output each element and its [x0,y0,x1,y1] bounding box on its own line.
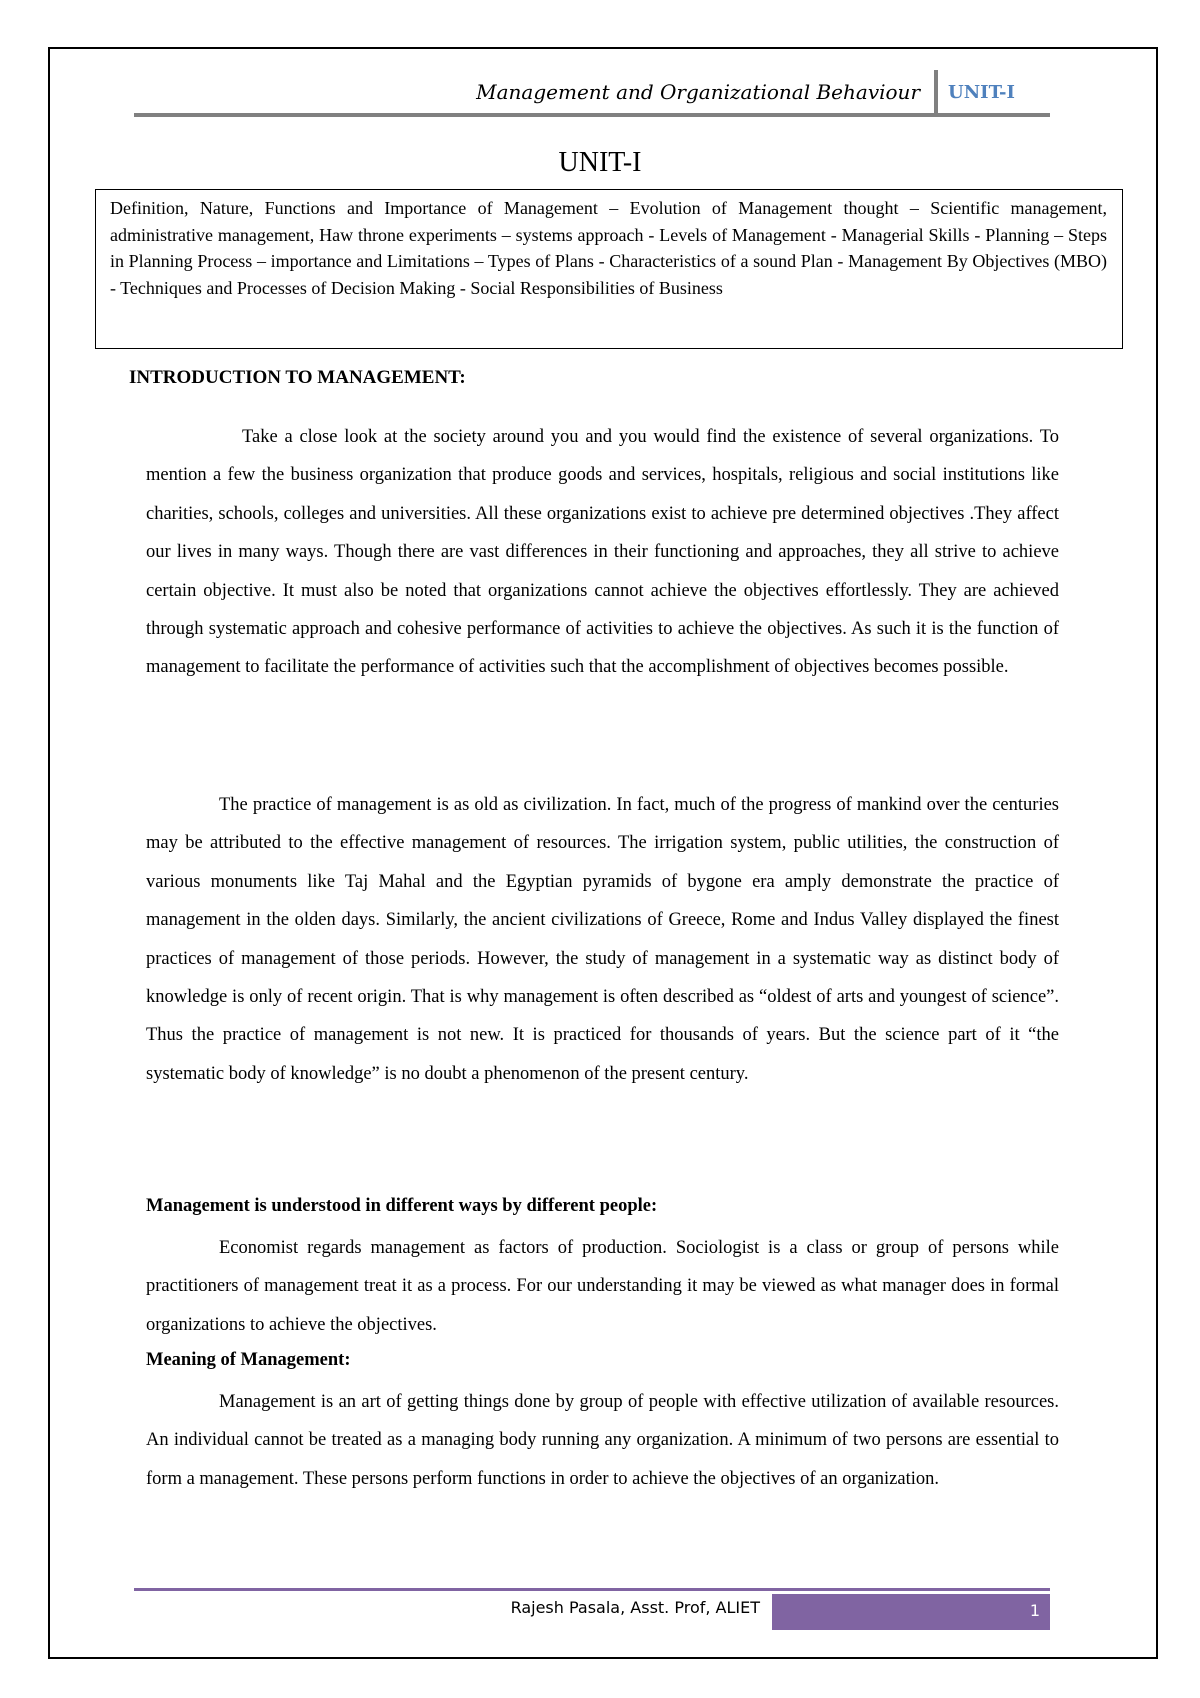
syllabus-box: Definition, Nature, Functions and Importance of Management – Evolution of Management thought – Scientific management, administrative management, Haw throne experiments – systems approach - Levels of Management - Managerial Skills - Planning – Steps in Planning Process – importance and Limitations – Types of Plans - Characteristics of a sound Plan - Management By Objectives (MBO) - Techniques and Processes of Decision Making - Social Responsibilities of Business [95,189,1123,349]
intro-paragraph-1: Take a close look at the society around you and you would find the existence of several organizations. To mention a few the business organization that produce goods and services, hospitals, religious and social institutions like charities, schools, colleges and universities. All these organizations exist to achieve pre determined objectives .They affect our lives in many ways. Though there are vast differences in their functioning and approaches, they all strive to achieve certain objective. It must also be noted that organizations cannot achieve the objectives effortlessly. They are achieved through systematic approach and cohesive performance of activities to achieve the objectives. As such it is the function of management to facilitate the performance of activities such that the accomplishment of objectives becomes possible. [146,427,1059,678]
page-number: 1 [1029,1601,1040,1620]
running-header-title: Management and Organizational Behaviour [476,80,920,104]
ways-paragraph: Economist regards management as factors of production. Sociologist is a class or group of persons while practitioners of management treat it as a process. For our understanding it may be viewed as what manager does in formal organizations to achieve the objectives. [146,1238,1059,1335]
footer-page-block [772,1594,1050,1630]
page-title: UNIT-I [558,147,642,178]
footer-rule [134,1588,1050,1591]
ways-heading: Management is understood in different ways by different people: [146,1196,658,1216]
intro-paragraph-2: The practice of management is as old as civilization. In fact, much of the progress of mankind over the centuries may be attributed to the effective management of resources. The irrigation system, public utilities, the construction of various monuments like Taj Mahal and the Egyptian pyramids of bygone era amply demonstrate the practice of management in the olden days. Similarly, the ancient civilizations of Greece, Rome and Indus Valley displayed the finest practices of management of those periods. However, the study of management in a systematic way as distinct body of knowledge is only of recent origin. That is why management is often described as “oldest of arts and youngest of science”. Thus the practice of management is not new. It is practiced for thousands of years. But the science part of it “the systematic body of knowledge” is no doubt a phenomenon of the present century. [146,795,1059,1084]
footer-author: Rajesh Pasala, Asst. Prof, ALIET [510,1598,760,1617]
header-rule [134,113,1050,117]
meaning-heading: Meaning of Management: [146,1350,351,1370]
meaning-paragraph: Management is an art of getting things done by group of people with effective utilization of available resources. An individual cannot be treated as a managing body running any organization. A minimum of two persons are essential to form a management. These persons perform functions in order to achieve the objectives of an organization. [146,1392,1059,1489]
intro-heading: INTRODUCTION TO MANAGEMENT: [129,367,466,388]
header-divider [934,70,938,116]
running-header-unit: UNIT-I [948,82,1015,103]
